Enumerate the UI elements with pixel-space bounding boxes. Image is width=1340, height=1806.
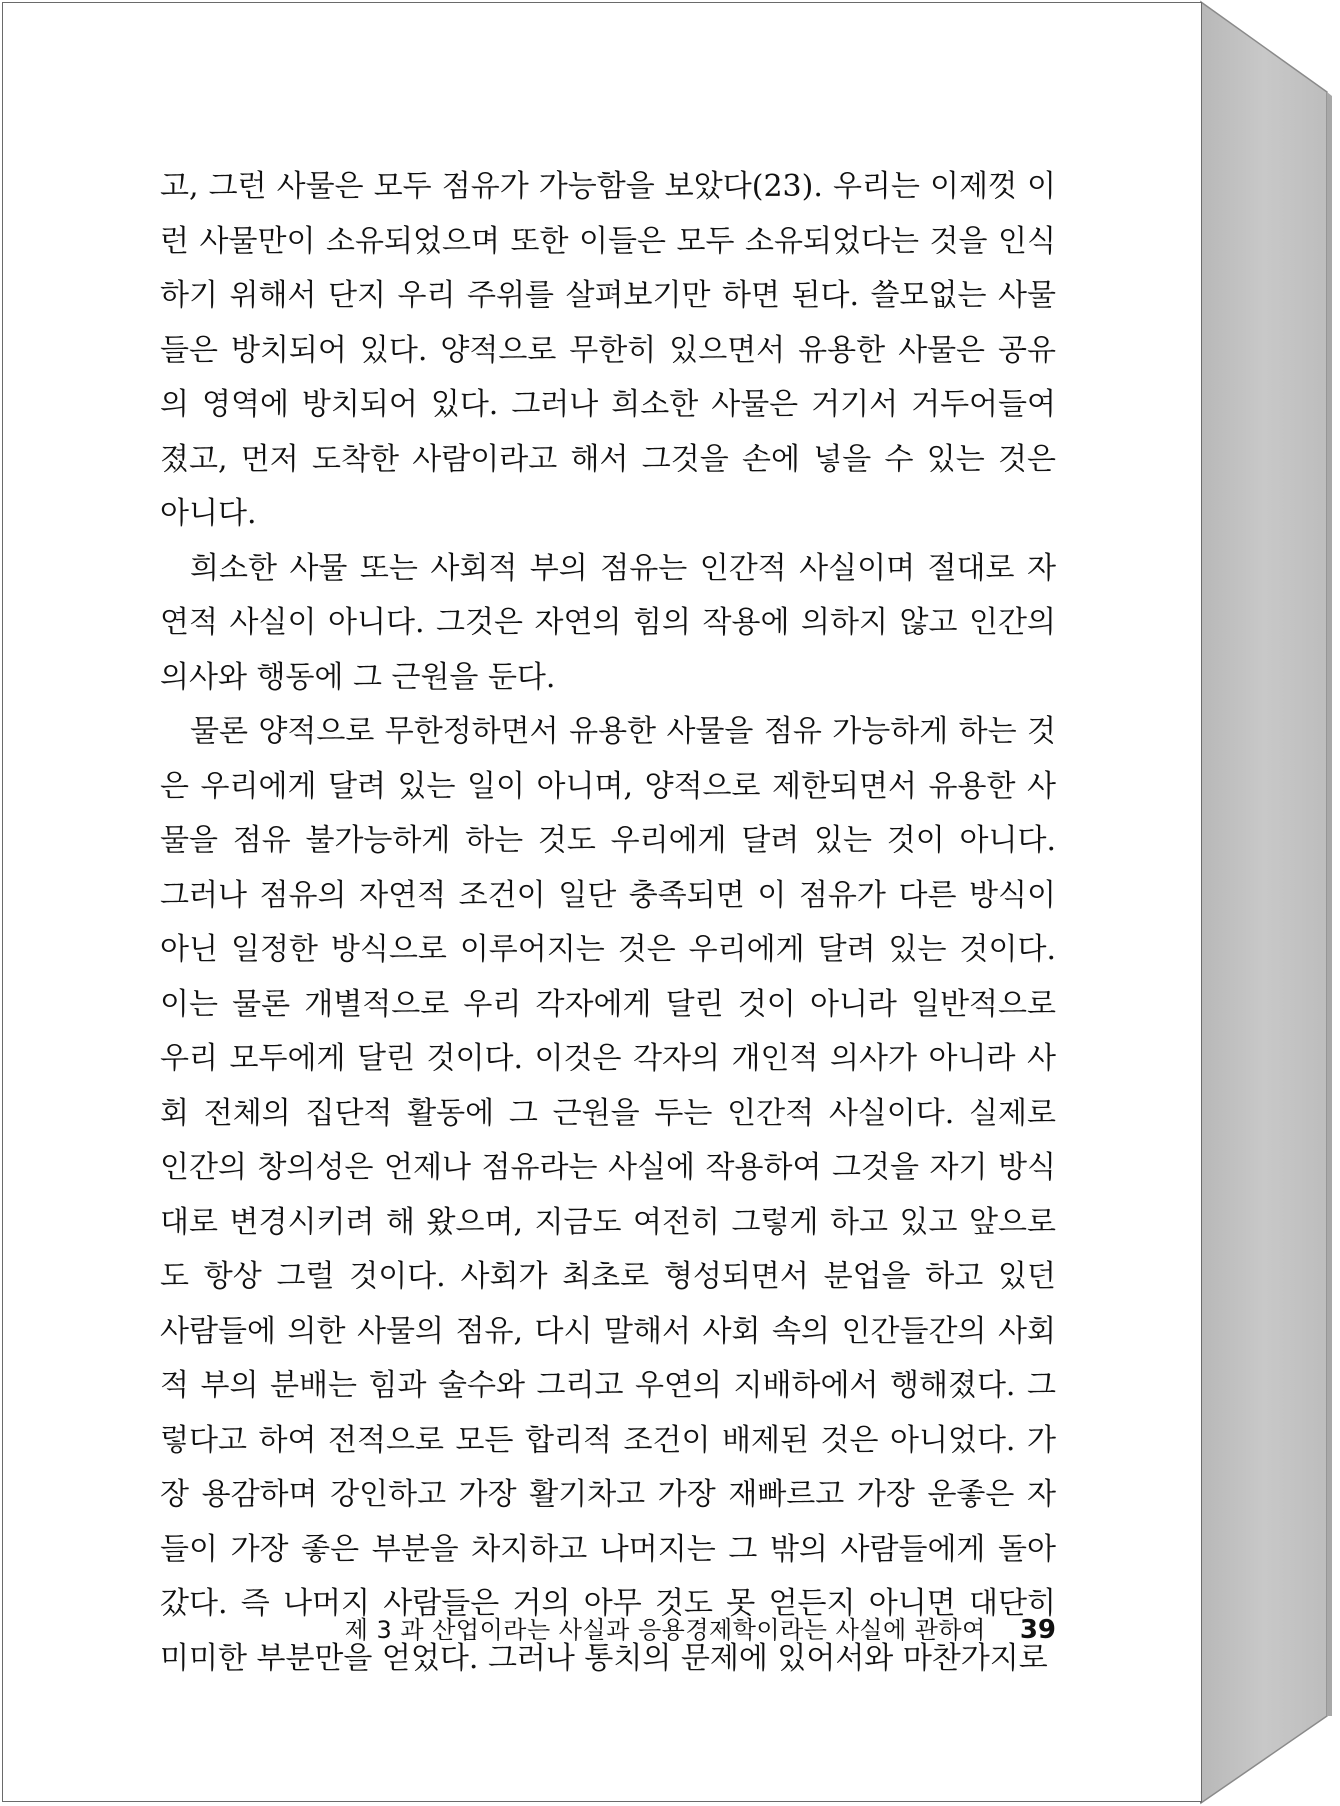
text-line: 인간의 창의성은 언제나 점유라는 사실에 작용하여 그것을 자기 방식 [160, 1150, 1056, 1185]
text-line: 의 영역에 방치되어 있다. 그러나 희소한 사물은 거기서 거두어들여 [160, 387, 1056, 422]
text-line: 은 우리에게 달려 있는 일이 아니며, 양적으로 제한되면서 유용한 사 [160, 768, 1056, 804]
running-head: 제 3 과 산업이라는 사실과 응용경제학이라는 사실에 관하여 [344, 1616, 986, 1644]
text-line: 졌고, 먼저 도착한 사람이라고 해서 그것을 손에 넣을 수 있는 것은 [160, 441, 1056, 477]
text-line: 들이 가장 좋은 부분을 차지하고 나머지는 그 밖의 사람들에게 돌아 [160, 1531, 1056, 1567]
text-line: 이는 물론 개별적으로 우리 각자에게 달린 것이 아니라 일반적으로 [160, 986, 1056, 1022]
text-line: 그러나 점유의 자연적 조건이 일단 충족되면 이 점유가 다른 방식이 [160, 877, 1056, 913]
paragraph [160, 705, 1056, 1686]
text-line: 도 항상 그럴 것이다. 사회가 최초로 형성되면서 분업을 하고 있던 [160, 1259, 1056, 1294]
text-line: 의사와 행동에 그 근원을 둔다. [160, 659, 556, 695]
text-line: 렇다고 하여 전적으로 모든 합리적 조건이 배제된 것은 아니었다. 가 [160, 1422, 1056, 1458]
text-line: 아니다. [160, 496, 257, 531]
paragraph [160, 542, 1056, 706]
text-line: 미미한 부분만을 얻었다. 그러나 통치의 문제에 있어서와 마찬가지로 [160, 1640, 1048, 1676]
text-line: 들은 방치되어 있다. 양적으로 무한히 있으면서 유용한 사물은 공유 [160, 332, 1056, 368]
text-line: 하기 위해서 단지 우리 주위를 살펴보기만 하면 된다. 쓸모없는 사물 [160, 278, 1056, 313]
paragraph [160, 160, 1056, 542]
text-line: 희소한 사물 또는 사회적 부의 점유는 인간적 사실이며 절대로 자 [190, 550, 1056, 586]
text-line: 우리 모두에게 달린 것이다. 이것은 각자의 개인적 의사가 아니라 사 [160, 1041, 1056, 1076]
text-line: 연적 사실이 아니다. 그것은 자연의 힘의 작용에 의하지 않고 인간의 [160, 605, 1056, 640]
body-text [160, 160, 1056, 1686]
page-number: 39 [1019, 1615, 1056, 1645]
text-line: 런 사물만이 소유되었으며 또한 이들은 모두 소유되었다는 것을 인식 [160, 223, 1056, 259]
text-line: 아닌 일정한 방식으로 이루어지는 것은 우리에게 달려 있는 것이다. [160, 932, 1056, 967]
text-line: 물론 양적으로 무한정하면서 유용한 사물을 점유 가능하게 하는 것 [190, 714, 1056, 749]
text-line: 적 부의 분배는 힘과 술수와 그리고 우연의 지배하에서 행해졌다. 그 [160, 1368, 1056, 1403]
text-line: 대로 변경시키려 해 왔으며, 지금도 여전히 그렇게 하고 있고 앞으로 [160, 1204, 1056, 1240]
text-line: 회 전체의 집단적 활동에 그 근원을 두는 인간적 사실이다. 실제로 [160, 1095, 1056, 1131]
text-line: 갔다. 즉 나머지 사람들은 거의 아무 것도 못 얻든지 아니면 대단히 [160, 1586, 1056, 1621]
page-footer [160, 1610, 1056, 1645]
text-line: 고, 그런 사물은 모두 점유가 가능함을 보았다(23). 우리는 이제껏 이 [160, 169, 1056, 204]
text-line: 물을 점유 불가능하게 하는 것도 우리에게 달려 있는 것이 아니다. [160, 823, 1056, 858]
text-line: 장 용감하며 강인하고 가장 활기차고 가장 재빠르고 가장 운좋은 자 [160, 1477, 1056, 1512]
text-line: 사람들에 의한 사물의 점유, 다시 말해서 사회 속의 인간들간의 사회 [160, 1313, 1056, 1349]
